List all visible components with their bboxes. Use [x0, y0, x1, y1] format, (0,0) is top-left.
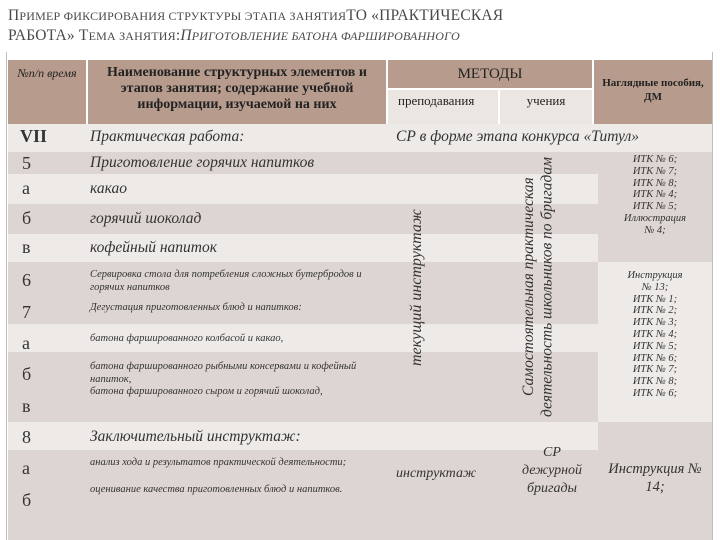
- final-teaching-text: инструктаж: [396, 466, 476, 481]
- row-num-6: 6: [22, 270, 31, 290]
- header-aids-cell: Наглядные пособия, ДМ: [594, 60, 712, 124]
- row-num-10: в: [22, 396, 31, 416]
- row-text-9: батона фаршированного рыбными консервами и кофейный напиток,: [90, 361, 357, 385]
- aids-item: ИТК № 5;: [632, 340, 678, 352]
- frame-left-line: [6, 52, 7, 540]
- aids-group-1: [600, 154, 710, 237]
- row-num-9: б: [22, 364, 32, 384]
- header-learning-cell: учения: [500, 90, 592, 124]
- row-text-11: Заключительный инструктаж:: [90, 428, 301, 445]
- row-text-5: кофейный напиток: [90, 239, 217, 256]
- row-text-1: Практическая работа:: [90, 128, 245, 145]
- aids-item: ИТК № 6;: [632, 387, 678, 399]
- header-num-cell: №п/п время: [8, 60, 86, 124]
- aids-item: Инструкция: [627, 270, 683, 281]
- aids-item: ИТК № 6;: [632, 154, 678, 165]
- aids-item: № 4;: [644, 224, 666, 236]
- row-text-3: какао: [90, 180, 127, 197]
- header-name-cell: Наименование структурных элементов и этапов занятия; содержание учебной информации, изучаемой на них: [88, 60, 386, 124]
- slide-title: ПРИМЕР ФИКСИРОВАНИЯ СТРУКТУРЫ ЭТАПА ЗАНЯТИЯТО «ПРАКТИЧЕСКАЯ РАБОТА» ТЕМА ЗАНЯТИЯ:ПРИГОТОВЛЕНИЕ БАТОНА ФАРШИРОВАННОГО: [8, 7, 504, 44]
- teaching-vertical-text: текущий инструктаж: [408, 209, 425, 367]
- row-num-12: а: [22, 458, 30, 478]
- row-num-11: 8: [22, 427, 31, 447]
- final-learning-text: СР дежурной бригады: [521, 445, 583, 496]
- header-teaching-cell: преподавания: [388, 90, 498, 124]
- aids-item: № 13;: [641, 281, 669, 293]
- row-text-6: Сервировка стола для потребления сложных бутербродов и горячих напитков: [90, 269, 362, 293]
- row-text-7: Дегустация приготовленных блюд и напитков:: [90, 302, 302, 313]
- aids-item: ИТК № 3;: [632, 317, 678, 329]
- aids-item: ИТК № 5;: [632, 201, 678, 213]
- row-num-7: 7: [22, 302, 31, 322]
- row-num-8: а: [22, 333, 30, 353]
- frame-right-line: [712, 52, 713, 540]
- aids-item: ИТК № 2;: [632, 305, 678, 317]
- methods-row-text: СР в форме этапа конкурса «Титул»: [396, 128, 640, 145]
- row-text-4: горячий шоколад: [90, 210, 202, 227]
- row-text-10: батона фаршированного сыром и горячий шоколад,: [90, 386, 323, 397]
- aids-item: ИТК № 4;: [632, 189, 678, 201]
- final-aids-text: Инструкция № 14;: [608, 461, 702, 495]
- row-num-4: б: [22, 208, 32, 228]
- row-text-8: батона фаршированного колбасой и какао,: [90, 333, 284, 344]
- aids-item: ИТК № 4;: [632, 328, 678, 340]
- aids-item: Иллюстрация: [623, 212, 687, 224]
- row-num-3: а: [22, 178, 30, 198]
- aids-group-2: [600, 270, 710, 400]
- aids-item: ИТК № 8;: [632, 177, 678, 189]
- header-methods-cell: МЕТОДЫ: [388, 60, 592, 88]
- row-num-13: б: [22, 490, 32, 510]
- aids-item: ИТК № 1;: [632, 293, 678, 305]
- row-num-5: в: [22, 237, 31, 257]
- aids-item: ИТК № 7;: [632, 364, 678, 376]
- row-text-12: анализ хода и результатов практической деятельности;: [90, 457, 347, 468]
- aids-item: ИТК № 8;: [632, 376, 678, 388]
- row-num-1: VII: [20, 126, 48, 146]
- row-text-13: оценивание качества приготовленных блюд и напитков.: [90, 484, 343, 495]
- learning-vertical-text: Самостоятельная практическая деятельность школьников по бригадам: [520, 157, 556, 417]
- aids-item: ИТК № 7;: [632, 165, 678, 177]
- row-text-2: Приготовление горячих напитков: [90, 154, 315, 171]
- row-num-2: 5: [22, 153, 31, 173]
- aids-item: ИТК № 6;: [632, 352, 678, 364]
